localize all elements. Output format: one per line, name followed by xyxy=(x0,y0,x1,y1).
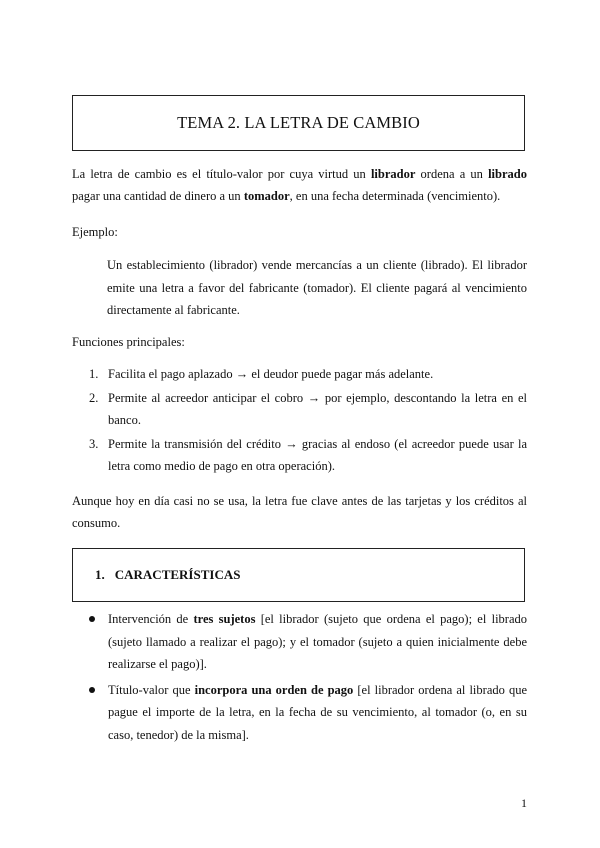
intro-bold-librado: librado xyxy=(488,167,527,181)
characteristics-list xyxy=(72,608,527,749)
intro-text-4: , en una fecha determinada (vencimiento). xyxy=(289,189,501,203)
page-title: TEMA 2. LA LETRA DE CAMBIO xyxy=(177,113,420,132)
characteristic-text-pre: Intervención de xyxy=(108,612,194,626)
functions-label: Funciones principales: xyxy=(72,335,185,349)
characteristic-text-bold: tres sujetos xyxy=(193,612,256,626)
intro-bold-librador: librador xyxy=(370,167,416,181)
list-item-number: 2. xyxy=(89,390,99,405)
list-item-number: 1. xyxy=(89,367,99,381)
page-number: 1 xyxy=(521,796,527,810)
section-number: 1. xyxy=(95,567,105,582)
intro-text-3: pagar una cantidad de dinero a un xyxy=(72,189,244,203)
list-item-text: Facilita el pago aplazado → el deudor puede pagar más adelante. xyxy=(108,367,434,381)
list-item-number: 3. xyxy=(89,436,99,451)
characteristic-text-bold: incorpora una orden de pago xyxy=(194,682,354,697)
example-label: Ejemplo: xyxy=(72,225,118,239)
functions-list xyxy=(72,363,527,479)
closing-paragraph: Aunque hoy en día casi no se usa, la letra fue clave antes de las tarjetas y los créditos al consumo. xyxy=(72,494,527,530)
list-item-text: Permite la transmisión del crédito → gracias al endoso (el acreedor puede usar la letra como medio de pago en otra operación). xyxy=(108,436,527,473)
list-item xyxy=(72,387,527,432)
list-item xyxy=(72,679,527,747)
section-heading-box xyxy=(72,548,525,602)
characteristic-text-pre: Título-valor que xyxy=(108,682,195,697)
title-box xyxy=(72,95,525,151)
intro-text-2: ordena a un xyxy=(415,167,489,181)
bullet-icon xyxy=(89,616,95,622)
intro-bold-tomador: tomador xyxy=(243,189,290,203)
list-item xyxy=(72,433,527,478)
list-item xyxy=(72,608,527,676)
example-paragraph: Un establecimiento (librador) vende mercancías a un cliente (librado). El librador emite una letra a favor del fabricante (tomador). El cliente pagará al vencimiento directamente al fabricante. xyxy=(107,258,527,317)
list-item xyxy=(72,363,527,386)
list-item-text: Permite al acreedor anticipar el cobro → por ejemplo, descontando la letra en el banco. xyxy=(108,390,527,427)
intro-paragraph xyxy=(72,163,527,207)
intro-text-1: La letra de cambio es el título-valor por cuya virtud un xyxy=(72,167,371,181)
bullet-icon xyxy=(89,687,95,693)
section-title: CARACTERÍSTICAS xyxy=(114,567,241,582)
characteristic-text-post: [el librador ordena al librado que pague el importe de la letra, en la fecha de su vencimiento, al tomador (o, en su caso, tenedor) de la misma]. xyxy=(108,682,527,742)
characteristic-text-post: [el librador (sujeto que ordena el pago); el librado (sujeto llamado a realizar el pago); y el tomador (sujeto a quien inicialmente debe realizarse el pago)]. xyxy=(108,612,527,671)
